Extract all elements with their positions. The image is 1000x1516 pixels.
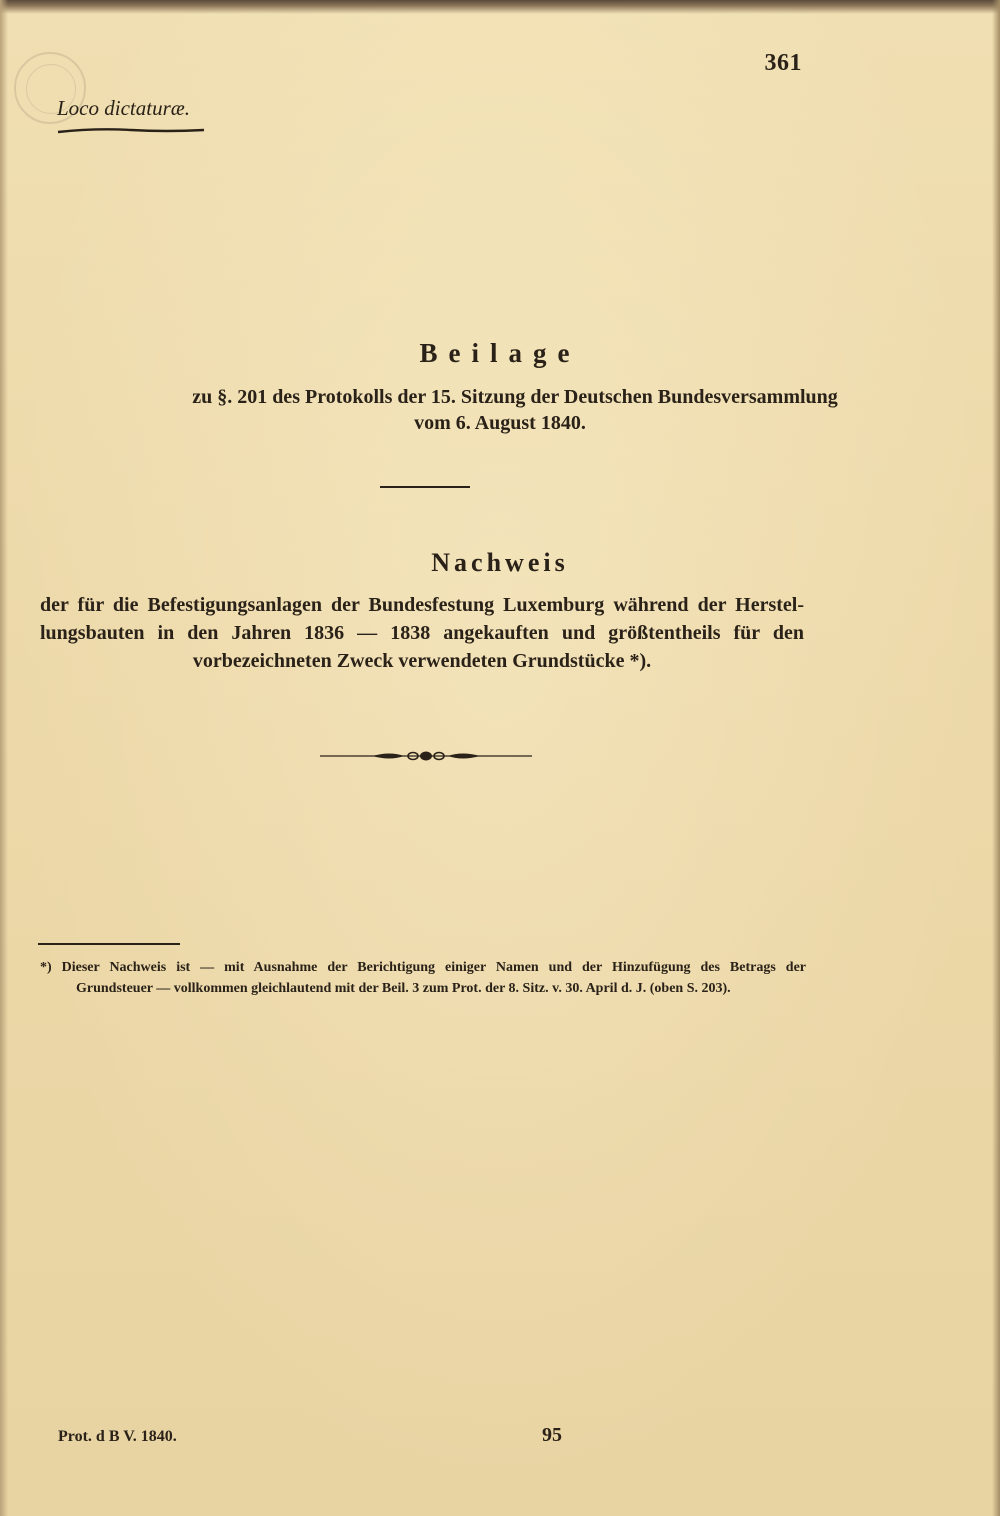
- beilage-subtitle-line-1: zu §. 201 des Protokolls der 15. Sitzung der Deutschen Bundesversammlung: [192, 386, 838, 408]
- header-note-flourish: [56, 127, 206, 135]
- footnote-line-2: Grundsteuer — vollkommen gleichlautend mit der Beil. 3 zum Prot. der 8. Sitz. v. 30. April d. J. (oben S. 203).: [76, 981, 731, 996]
- footer-signature: Prot. d B V. 1840.: [58, 1428, 177, 1445]
- nachweis-text-line-3: vorbezeichneten Zweck verwendeten Grundstücke *).: [192, 650, 652, 672]
- nachweis-text-line-1: der für die Befestigungsanlagen der Bundesfestung Luxemburg während der Herstel-: [40, 594, 804, 616]
- footnote-rule: [38, 943, 180, 945]
- nachweis-heading: Nachweis: [431, 548, 569, 577]
- nachweis-text-line-2: lungsbauten in den Jahren 1836 — 1838 angekauften und größtentheils für den: [40, 622, 804, 644]
- footer-sheet-number: 95: [542, 1424, 562, 1446]
- section-divider-rule: [380, 486, 470, 488]
- footnote-line-1: *) Dieser Nachweis ist — mit Ausnahme der Berichtigung einiger Namen und der Hinzufügung des Betrags der: [40, 960, 806, 975]
- page-number: 361: [764, 50, 802, 76]
- page-left-edge: [0, 0, 8, 1516]
- ornamental-divider: [320, 748, 532, 764]
- beilage-heading: Beilage: [419, 338, 581, 368]
- beilage-subtitle-line-2: vom 6. August 1840.: [414, 412, 586, 434]
- page-right-edge: [992, 0, 1000, 1516]
- header-note: Loco dictaturæ.: [57, 96, 191, 120]
- page-top-edge: [0, 0, 1000, 14]
